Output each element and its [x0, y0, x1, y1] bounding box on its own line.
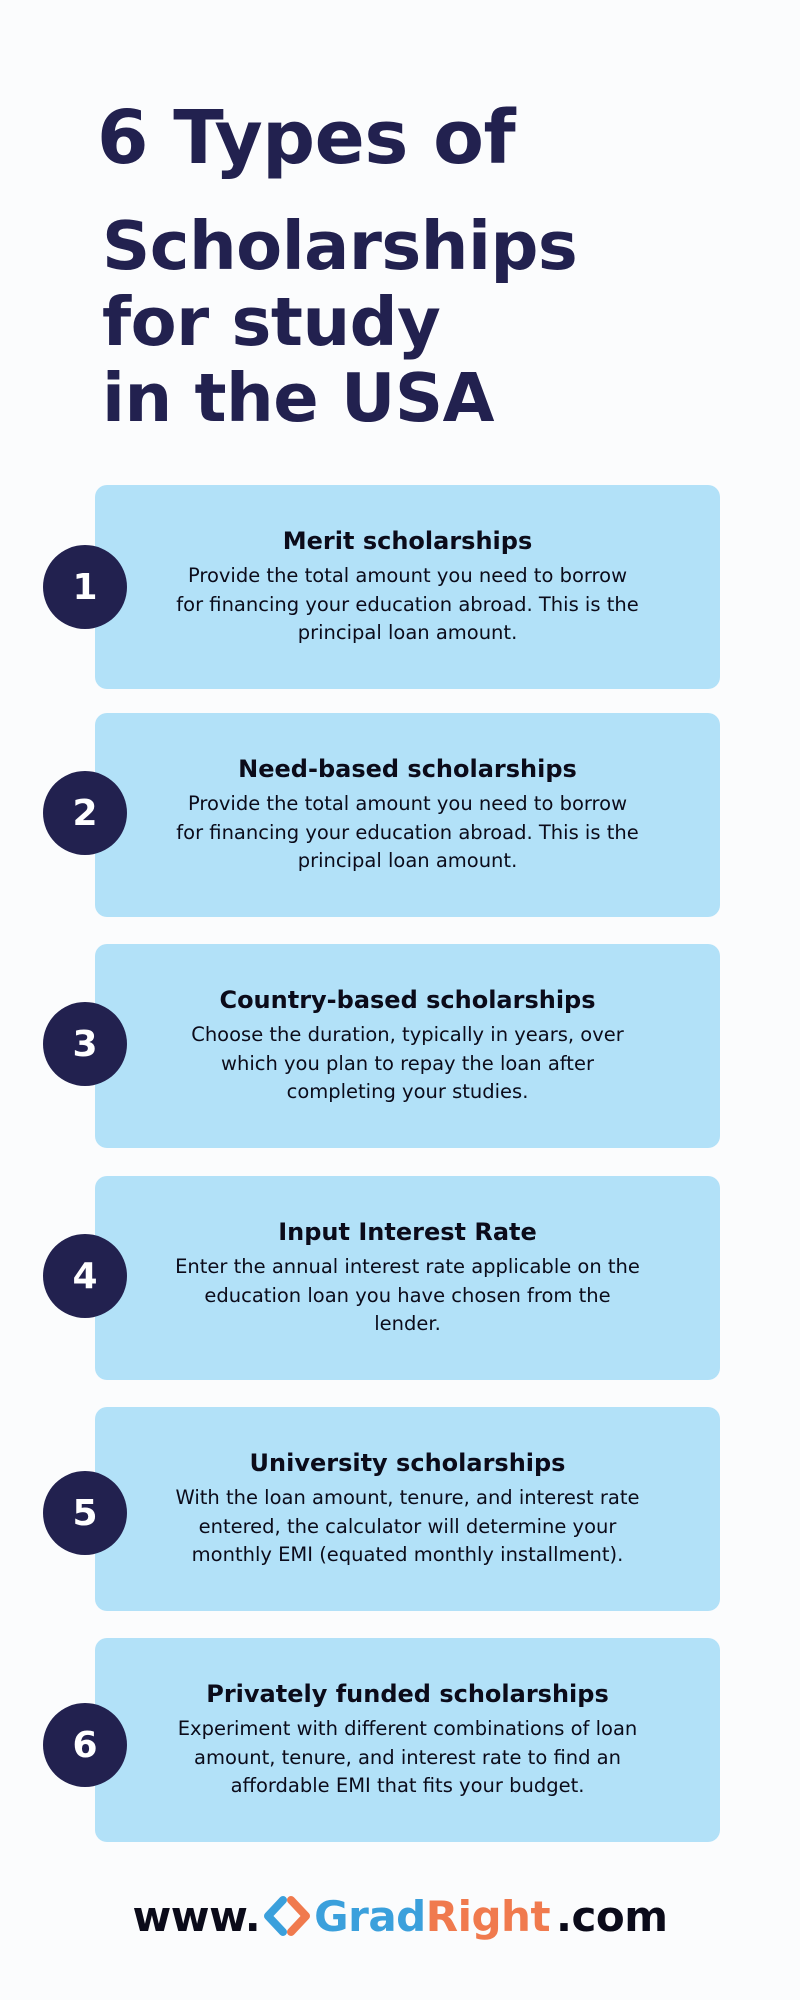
page-title: [97, 88, 577, 436]
card-description: Experiment with different combinations of loan amount, tenure, and interest rate to find an affordable EMI that fits your budget.: [177, 1717, 638, 1798]
brand-name-right: Right: [425, 1891, 551, 1941]
title-line-3: for study: [102, 283, 441, 361]
number-badge-4: 4: [43, 1234, 127, 1318]
scholarship-card-interest-rate: [95, 1176, 720, 1380]
footer-suffix: .com: [556, 1891, 668, 1941]
card-title: University scholarships: [249, 1449, 566, 1478]
scholarship-card-country-based: [95, 944, 720, 1148]
brand-name-grad: Grad: [314, 1891, 426, 1941]
title-line-2: Scholarships: [102, 207, 578, 285]
number-badge-3: 3: [43, 1002, 127, 1086]
card-title: Country-based scholarships: [219, 986, 596, 1015]
card-description: Provide the total amount you need to borrow for financing your education abroad. This is the principal loan amount.: [176, 792, 639, 873]
gradright-logo-icon: [264, 1895, 310, 1937]
number-badge-2: 2: [43, 771, 127, 855]
card-title: Merit scholarships: [282, 527, 533, 556]
card-description: Enter the annual interest rate applicable on the education loan you have chosen from the lender.: [175, 1255, 640, 1336]
footer-website[interactable]: [0, 1886, 800, 1946]
card-description: Provide the total amount you need to borrow for financing your education abroad. This is the principal loan amount.: [176, 564, 639, 645]
card-description: With the loan amount, tenure, and interest rate entered, the calculator will determine your monthly EMI (equated monthly installment).: [175, 1486, 640, 1567]
card-description: Choose the duration, typically in years, over which you plan to repay the loan after completing your studies.: [191, 1023, 624, 1104]
footer-prefix: www.: [132, 1891, 261, 1941]
title-line-1: 6 Types of: [97, 95, 516, 181]
scholarship-card-need-based: [95, 713, 720, 917]
card-title: Need-based scholarships: [238, 755, 577, 784]
scholarship-card-university: [95, 1407, 720, 1611]
scholarship-card-privately-funded: [95, 1638, 720, 1842]
number-badge-6: 6: [43, 1703, 127, 1787]
number-badge-5: 5: [43, 1471, 127, 1555]
number-badge-1: 1: [43, 545, 127, 629]
scholarship-card-merit: [95, 485, 720, 689]
title-line-4: in the USA: [102, 359, 494, 437]
card-title: Privately funded scholarships: [206, 1680, 609, 1709]
card-title: Input Interest Rate: [278, 1218, 537, 1247]
